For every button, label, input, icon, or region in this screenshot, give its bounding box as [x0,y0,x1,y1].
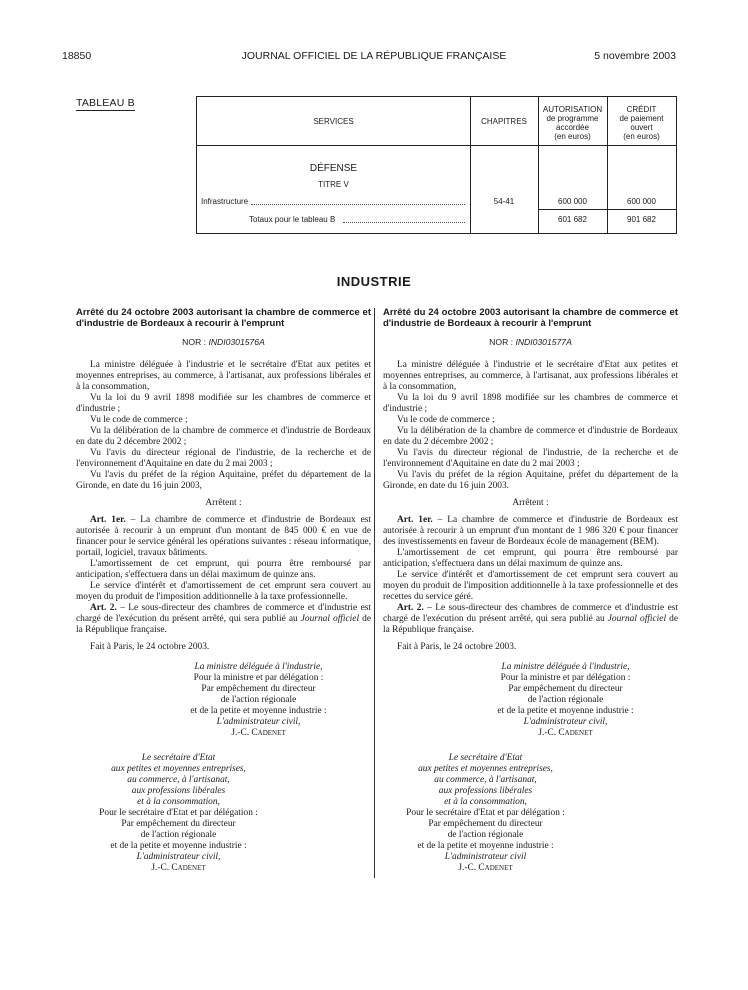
visa-paragraph: Vu le code de commerce ; [397,415,495,425]
total-label: Totaux pour le tableau B [249,215,336,224]
row-credit: 600 000 [627,197,656,206]
row-chapitre: 54-41 [493,197,515,206]
visa-paragraph: Vu la délibération de la chambre de commerce et d'industrie de Bordeaux en date du 2 décembre 2002 ; [383,426,678,447]
col-header-autorisation: AUTORISATION de programme accordée (en euros) [542,105,603,141]
decree-left [76,308,371,874]
decree-right [383,308,678,874]
total-autorisation: 601 682 [558,215,587,224]
article-2: Art. 2. – Le sous-directeur des chambres de commerce et d'industrie est chargé de l'exécution du présent arrêté, qui sera publié au Journal officiel de la République française. [76,603,371,635]
section-title: INDUSTRIE [336,274,412,289]
visa-paragraph: Vu l'avis du préfet de la région Aquitaine, préfet du département de la Gironde, en date du 16 juin 2003. [383,470,678,491]
visa-paragraph: La ministre déléguée à l'industrie et le secrétaire d'Etat aux petites et moyennes entreprises, au commerce, à l'artisanat, aux professions libérales et à la consommation, [383,360,678,392]
article-1: Art. 1er. – La chambre de commerce et d'industrie de Bordeaux est autorisée à recourir à un emprunt d'un montant de 845 000 € en vue de financer pour le service général les opérations suivantes : réseau informatique, portail, logiciel, travaux bâtiments. [76,515,371,558]
total-credit: 901 682 [627,215,656,224]
nor-reference: NOR : INDI0301577A [489,337,572,347]
visa-paragraph: Vu la loi du 9 avril 1898 modifiée sur les chambres de commerce et d'industrie ; [383,393,678,414]
col-header-chapitres: CHAPITRES [481,117,527,126]
signature-block-secretaire: Le secrétaire d'Etat aux petites et moyennes entreprises, au commerce, à l'artisanat, aux professions libérales et à la consommation, Pour le secrétaire d'Etat et par délégation : Par empêchement du directeur de l'action régionale et de la petite et moyenne industrie : L'administrateur civil J.-C. Cadenet [406,753,565,873]
table-label: TABLEAU B [76,97,135,109]
visa-paragraph: Vu la délibération de la chambre de commerce et d'industrie de Bordeaux en date du 2 décembre 2002 ; [76,426,371,447]
column-divider [374,308,375,878]
row-autorisation: 600 000 [558,197,587,206]
budget-table [196,96,677,234]
page-number: 18850 [62,50,92,62]
signature-block-secretaire: Le secrétaire d'Etat aux petites et moyennes entreprises, au commerce, à l'artisanat, aux professions libérales et à la consommation, Pour le secrétaire d'Etat et par délégation : Par empêchement du directeur de l'action régionale et de la petite et moyenne industrie : L'administrateur civil, J.-C. Cadenet [99,753,258,873]
arretent-label: Arrêtent : [512,498,549,508]
titre-label: TITRE V [318,180,349,189]
col-header-services: SERVICES [313,117,354,126]
visa-paragraph: Vu l'avis du directeur régional de l'industrie, de la recherche et de l'environnement d'Aquitaine en date du 2 mai 2003 ; [383,448,678,469]
fait-a-paris: Fait à Paris, le 24 octobre 2003. [90,642,210,652]
article-1-paragraph: Le service d'intérêt et d'amortissement de cet emprunt sera couvert au moyen du produit de l'imposition additionnelle à la taxe professionnelle et des recettes du service géré. [383,570,678,602]
visa-paragraph: Vu l'avis du directeur régional de l'industrie, de la recherche et de l'environnement d'Aquitaine en date du 2 mai 2003 ; [76,448,371,469]
article-1-paragraph: Le service d'intérêt et d'amortissement de cet emprunt sera couvert au moyen du produit de l'imposition additionnelle à la taxe professionnelle. [76,581,371,602]
arretent-label: Arrêtent : [205,498,242,508]
visa-paragraph: La ministre déléguée à l'industrie et le secrétaire d'Etat aux petites et moyennes entreprises, au commerce, à l'artisanat, aux professions libérales et à la consommation, [76,360,371,392]
row-label-infrastructure: Infrastructure [201,197,249,206]
article-1: Art. 1er. – La chambre de commerce et d'industrie de Bordeaux est autorisée à recourir à un emprunt d'un montant de 1 986 320 € pour financer des investissements en faveur de Bordeaux école de management (BEM). [383,515,678,547]
visa-paragraph: Vu le code de commerce ; [90,415,188,425]
ministry-name: DÉFENSE [309,163,358,174]
publication-date: 5 novembre 2003 [594,50,676,62]
nor-reference: NOR : INDI0301576A [182,337,265,347]
signature-block-ministre: La ministre déléguée à l'industrie, Pour la ministre et par délégation : Par empêchement du directeur de l'action régionale et de la petite et moyenne industrie : L'administrateur civil, J.-C. Cadenet [497,662,634,738]
article-2: Art. 2. – Le sous-directeur des chambres de commerce et d'industrie est chargé de l'exécution du présent arrêté, qui sera publié au Journal officiel de la République française. [383,603,678,635]
article-1-paragraph: L'amortissement de cet emprunt, qui pourra être remboursé par anticipation, s'effectuera dans un délai maximum de quinze ans. [76,559,371,580]
decree-title: Arrêté du 24 octobre 2003 autorisant la chambre de commerce et d'industrie de Bordeaux à recourir à l'emprunt [383,307,678,329]
visa-paragraph: Vu la loi du 9 avril 1898 modifiée sur les chambres de commerce et d'industrie ; [76,393,371,414]
fait-a-paris: Fait à Paris, le 24 octobre 2003. [397,642,517,652]
decree-title: Arrêté du 24 octobre 2003 autorisant la chambre de commerce et d'industrie de Bordeaux à recourir à l'emprunt [76,307,371,329]
col-header-credit: CRÉDIT de paiement ouvert (en euros) [619,105,664,141]
article-1-paragraph: L'amortissement de cet emprunt, qui pourra être remboursé par anticipation, s'effectuera dans un délai maximum de quinze ans. [383,548,678,569]
visa-paragraph: Vu l'avis du préfet de la région Aquitaine, préfet du département de la Gironde, en date du 16 juin 2003, [76,470,371,491]
signature-block-ministre: La ministre déléguée à l'industrie, Pour la ministre et par délégation : Par empêchement du directeur de l'action régionale et de la petite et moyenne industrie : L'administrateur civil, J.-C. Cadenet [190,662,327,738]
journal-title: JOURNAL OFFICIEL DE LA RÉPUBLIQUE FRANÇAISE [241,50,507,62]
